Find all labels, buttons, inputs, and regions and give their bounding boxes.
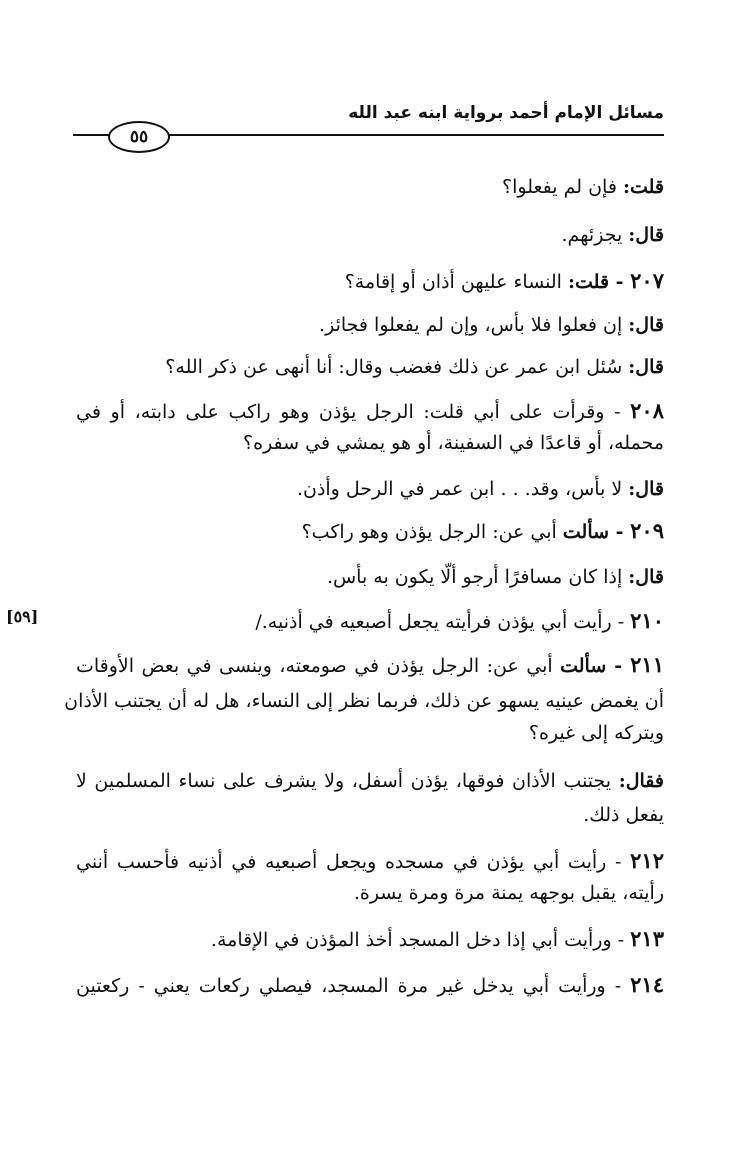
speaker-label: - سألت [562,521,631,543]
line-text: - ورأيت أبي إذا دخل المسجد أخذ المؤذن في الإقامة. [210,929,631,951]
line-text: أبي عن: الرجل يؤذن في صومعته، وينسى في بعض الأوقات [76,655,561,677]
line-text: النساء عليهن أذان أو إقامة؟ [344,271,568,293]
line-text: أبي عن: الرجل يؤذن وهو راكب؟ [301,521,563,543]
text-line [327,562,664,592]
text-line [583,800,664,830]
text-line [76,970,664,1000]
text-line [354,878,664,908]
text-line [76,846,664,876]
margin-page-reference: [٥٩] [6,607,39,626]
issue-number: ٢٠٩ [630,518,664,543]
line-text: يجتنب الأذان فوقها، يؤذن أسفل، ولا يشرف على نساء المسلمين لا [76,770,619,792]
text-line [76,650,664,680]
text-line [64,686,664,716]
line-text: - رأيت أبي يؤذن في مسجده ويجعل أصبعيه في أذنيه فأحسب أنني [76,851,631,873]
line-text: - وقرأت على أبي قلت: الرجل يؤذن وهو راكب على دابته، أو في [76,401,631,423]
page-number: ٥٥ [108,121,170,153]
speaker-label: قال: [628,356,664,378]
text-line [561,220,664,250]
speaker-label: قال: [628,566,664,588]
line-text: يفعل ذلك. [583,804,664,826]
text-line [319,310,664,340]
text-line [297,474,664,504]
issue-number: ٢١٢ [630,848,664,873]
issue-number: ٢١٣ [630,926,664,951]
text-line [211,924,664,954]
line-text: سُئل ابن عمر عن ذلك فغضب وقال: أنا أنهى عن ذكر الله؟ [165,356,629,378]
text-line [165,352,664,382]
speaker-label: قال: [628,314,664,336]
running-header-title: مسائل الإمام أحمد برواية ابنه عبد الله [348,103,664,123]
line-text: يجزئهم. [561,224,629,246]
text-line [529,718,664,748]
issue-number: ٢١٠ [630,608,664,633]
text-line [502,172,664,202]
text-line [76,766,664,796]
line-text: لا بأس، وقد. . . ابن عمر في الرحل وأذن. [296,478,629,500]
speaker-label: قال: [628,224,664,246]
line-text: إن فعلوا فلا بأس، وإن لم يفعلوا فجائز. [319,314,629,336]
speaker-label: - قلت: [567,271,631,293]
issue-number: ٢١٤ [630,972,664,997]
line-text: محمله، أو قاعدًا في السفينة، أو هو يمشي في سفره؟ [243,432,664,454]
line-text: ويتركه إلى غيره؟ [528,722,664,744]
line-text: - رأيت أبي يؤذن فرأيته يجعل أصبعيه في أذنيه./ [255,611,631,633]
line-text: - ورأيت أبي يدخل غير مرة المسجد، فيصلي ركعات يعني - ركعتين [76,975,631,997]
issue-number: ٢٠٨ [630,398,664,423]
line-text: إذا كان مسافرًا أرجو ألّا يكون به بأس. [326,566,629,588]
speaker-label: - سألت [560,655,631,677]
text-line [302,516,664,546]
speaker-label: قال: [628,478,664,500]
text-line [255,606,664,636]
speaker-label: فقال: [618,770,664,792]
speaker-label: قلت: [622,176,664,198]
line-text: أن يغمض عينيه يسهو عن ذلك، فربما نظر إلى النساء، هل له أن يجتنب الأذان [64,690,664,712]
text-line [76,396,664,426]
issue-number: ٢١١ [630,652,664,677]
line-text: فإن لم يفعلوا؟ [502,176,623,198]
line-text: رأيته، يقبل بوجهه يمنة مرة ومرة يسرة. [353,882,664,904]
issue-number: ٢٠٧ [630,268,664,293]
text-line [243,428,664,458]
text-line [345,266,664,296]
